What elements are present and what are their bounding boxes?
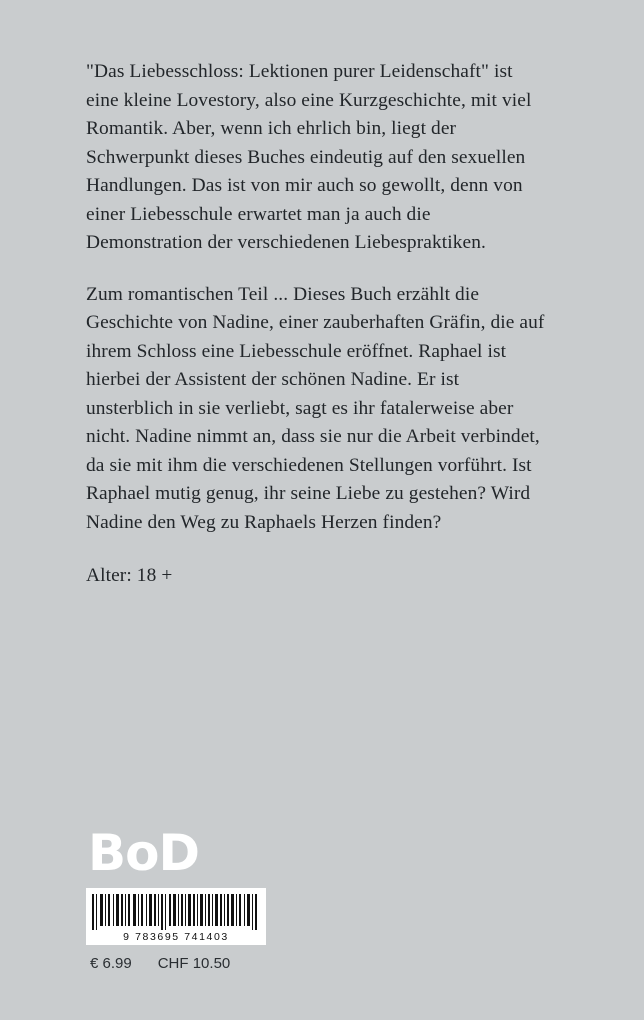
publisher-logo: BoD <box>88 824 199 882</box>
price-eur: € 6.99 <box>90 955 132 972</box>
blurb-paragraph-1: "Das Liebesschloss: Lektionen purer Leidenschaft" ist eine kleine Lovestory, also eine Kurzgeschichte, mit viel Romantik. Aber, wenn ich ehrlich bin, liegt der Schwerpunkt dieses Buches eindeutig auf den sexuellen Handlungen. Das ist von mir auch so gewollt, denn von einer Liebesschule erwartet man ja auch die Demonstration der verschiedenen Liebespraktiken. <box>86 61 532 254</box>
publisher-footer <box>86 824 386 972</box>
barcode-digits: 9 783695 741403 <box>123 931 229 943</box>
barcode-bars-icon <box>92 894 260 930</box>
age-rating: Alter: 18 + <box>86 565 173 587</box>
barcode <box>86 888 266 945</box>
blurb-text-block <box>86 58 548 591</box>
price-row <box>90 955 386 972</box>
blurb-paragraph-2: Zum romantischen Teil ... Dieses Buch erzählt die Geschichte von Nadine, einer zauberhaften Gräfin, die auf ihrem Schloss eine Liebesschule eröffnet. Raphael ist hierbei der Assistent der schönen Nadine. Er ist unsterblich in sie verliebt, sagt es ihr fatalerweise aber nicht. Nadine nimmt an, dass sie nur die Arbeit verbindet, da sie mit ihm die verschiedenen Stellungen vorführt. Ist Raphael mutig genug, ihr seine Liebe zu gestehen? Wird Nadine den Weg zu Raphaels Herzen finden? <box>86 283 545 533</box>
price-chf: CHF 10.50 <box>157 955 231 972</box>
